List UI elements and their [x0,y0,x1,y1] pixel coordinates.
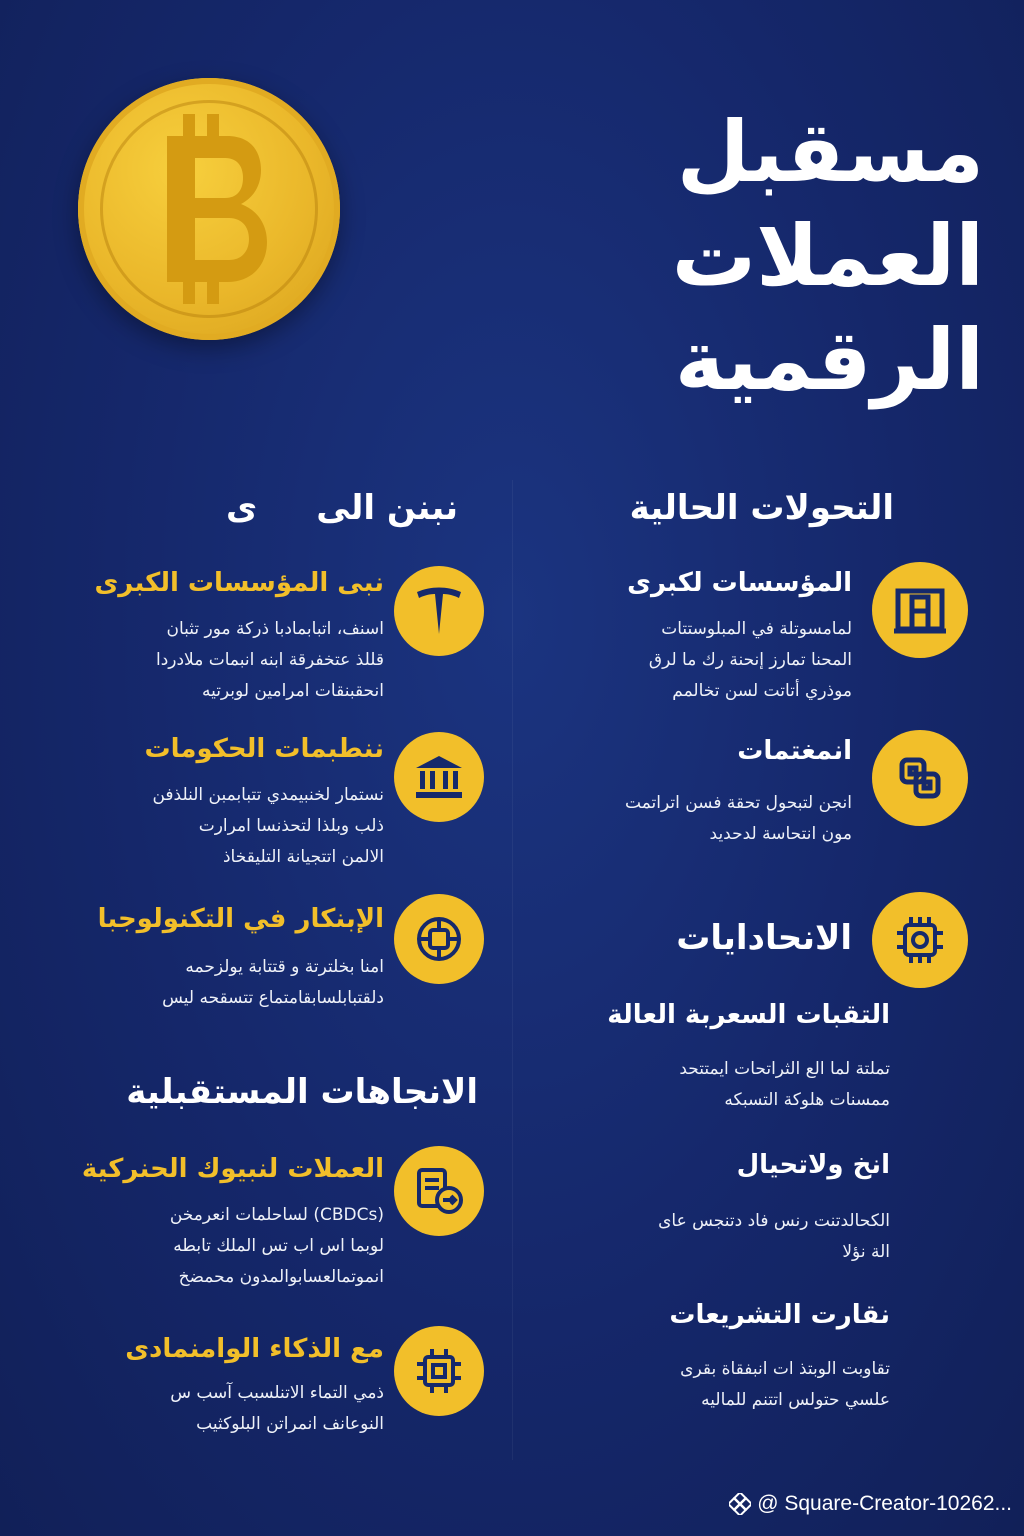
future-heading: الانجاهات المستقبلية [126,1072,478,1112]
left-heading-glyph: ی [226,488,258,528]
card-transfer-icon [394,1146,484,1236]
circuit-icon [394,894,484,984]
right-lower-1-title: التقبات السعربة العالة [607,1000,890,1030]
right-lower-3-desc: تقاوبت الوبتذ ات انبفقاة بقرى علسي حتولس اتتنم للماليه [680,1359,890,1410]
right-lower-2-title: انخ ولاتحيال [736,1150,890,1180]
left-column-heading: نبنن الى [316,488,458,528]
right-lower-3-title: نقارت التشريعات [669,1300,890,1330]
left-item-3-title: الإبنكار في التكنولوجبا [97,904,384,934]
future-item-2-title: مع الذكاء الوامنمادى [125,1334,384,1364]
tesla-icon [394,566,484,656]
right-lower-1-desc: تملتة لما الع الثراتحات ايمتتحد ممسنات هلوكة التسبكه [679,1059,890,1110]
bank-icon [394,732,484,822]
chip-gear-icon [872,892,968,988]
coins-icon [872,730,968,826]
title-line-1: مسقبل [676,103,984,201]
future-item-2-desc: ذمي التماء الاتنلسبب آسب س النوعانف انمراتن البلوكثيب [170,1383,384,1434]
left-item-1-title: نبى المؤسسات الكبرى [94,568,384,598]
right-item-2-title: انمغتمات [737,736,852,766]
title-line-2: العملات الرقمية [671,207,984,409]
watermark-text: @ Square-Creator-10262... [757,1492,1012,1515]
future-item-1-desc: (CBDCs) لساحلمات انعرمخن لوبما اس اب تس الملك تابطه انموتمالعسابوالمدون محمضخ [169,1205,384,1287]
left-item-1-desc: اسنف، اتبابمادبا ذركة مور تثبان قللذ عتخفرقة ابنه انبمات ملادردا انحقبنقات امرامين لوبرتيه [155,619,384,701]
cpu-icon [394,1326,484,1416]
left-item-2-title: ننطبمات الحكومات [144,734,384,764]
right-column-heading: التحولات الحالية [629,488,894,528]
watermark [729,1492,1012,1516]
building-icon [872,562,968,658]
right-lower-2-desc: الكحالدتنت رنس فاد دتنجس عاى الة نؤلا [658,1211,890,1262]
left-item-2-desc: نستمار لخنبيمدي تتبابمبن النلذفن ذلب وبلذا لتحذنسا امرارت الالمن اتتجيانة التليقخاذ [152,785,384,867]
right-item-3-title: الانحادايات [676,918,852,958]
right-item-2-desc: انجن لتبحول تحقة فسن اتراتمت مون انتحاسة لدحديد [625,793,852,844]
left-item-3-desc: امنا بخلترتة و قتتابة يولزحمه دلقتبابلسابقامتماع تتسقحه ليس [162,957,384,1008]
page-title [384,100,984,412]
column-divider [512,480,513,1460]
bitcoin-coin-icon [78,78,340,340]
right-item-1-title: المؤسسات لكبرى [627,568,852,598]
future-item-1-title: العملات لنبيوك الحنركية [81,1154,384,1184]
binance-diamond-icon [729,1493,751,1515]
right-item-1-desc: لمامسوتلة في المبلوستتات المحنا تمارز إنحنة رك ما لرق موذري أتاتت لسن تخالمم [648,619,852,701]
